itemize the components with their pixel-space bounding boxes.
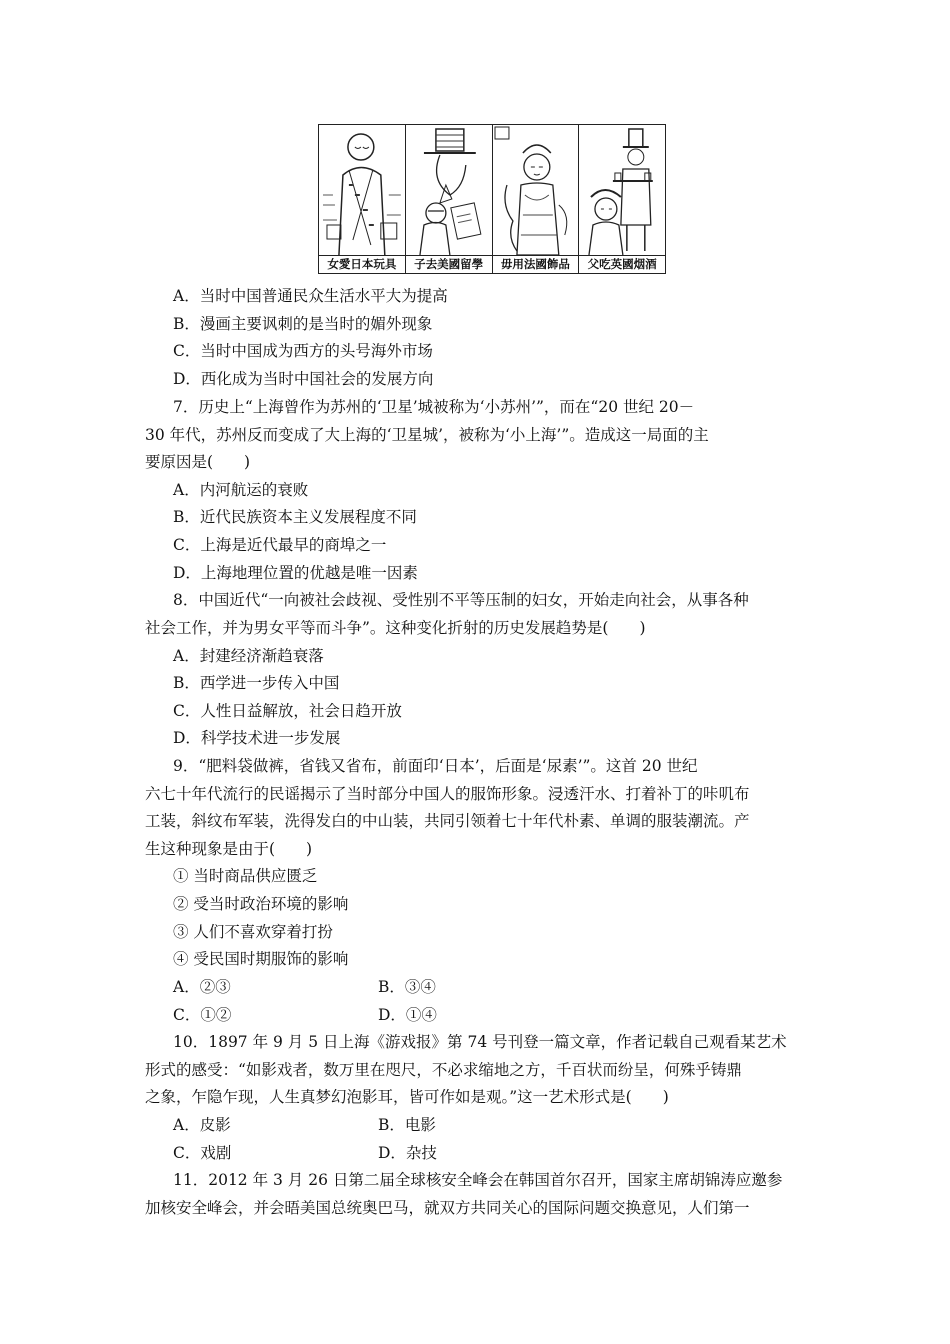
cartoon-caption-2: 子去美國留學 xyxy=(406,255,492,273)
q11-stem-line-1: 11．2012 年 3 月 26 日第二届全球核安全峰会在韩国首尔召开，国家主席胡锦涛应邀参 xyxy=(173,1171,783,1189)
q6-option-b: B．漫画主要讽刺的是当时的媚外现象 xyxy=(173,315,433,333)
cartoon-strip xyxy=(318,124,666,274)
q7-stem-line-2: 30 年代，苏州反而变成了大上海的‘卫星城’，被称为‘小上海’”。造成这一局面的主 xyxy=(145,426,709,444)
cartoon-panel-1 xyxy=(319,125,406,273)
cartoon-figure-monk-illustration xyxy=(319,125,405,255)
q9-stem-line-2: 六七十年代流行的民谣揭示了当时部分中国人的服饰形象。浸透汗水、打着补丁的咔叽布 xyxy=(145,785,750,803)
cartoon-caption-3: 毋用法國飾品 xyxy=(493,255,579,273)
cartoon-figure-lady-illustration xyxy=(493,125,579,255)
cartoon-figure-uncle-sam-illustration xyxy=(406,125,492,255)
q7-stem-line-3: 要原因是( ) xyxy=(145,453,251,471)
q9-option-c: C．①② xyxy=(173,1006,232,1024)
q9-option-a: A．②③ xyxy=(173,978,231,996)
q9-option-d: D．①④ xyxy=(378,1006,437,1024)
q6-option-d: D．西化成为当时中国社会的发展方向 xyxy=(173,370,434,388)
q9-item-1: ① 当时商品供应匮乏 xyxy=(173,867,318,885)
q8-stem-line-1: 8．中国近代“一向被社会歧视、受性别不平等压制的妇女，开始走向社会，从事各种 xyxy=(173,591,749,609)
q10-stem-line-3: 之象，乍隐乍现，人生真梦幻泡影耳，皆可作如是观。”这一艺术形式是( ) xyxy=(145,1088,669,1106)
q6-option-a: A．当时中国普通民众生活水平大为提高 xyxy=(173,287,448,305)
cartoon-caption-4: 父吃英國烟酒 xyxy=(579,255,665,273)
q10-stem-line-1: 10．1897 年 9 月 5 日上海《游戏报》第 74 号刊登一篇文章，作者记载自己观看某艺术 xyxy=(173,1033,787,1051)
cartoon-panel-4 xyxy=(579,125,665,273)
q7-option-c: C．上海是近代最早的商埠之一 xyxy=(173,536,387,554)
q8-option-d: D．科学技术进一步发展 xyxy=(173,729,341,747)
q10-option-a: A．皮影 xyxy=(173,1116,231,1134)
q10-stem-line-2: 形式的感受：“如影戏者，数万里在咫尺，不必求缩地之方，千百状而纷呈，何殊乎铸鼎 xyxy=(145,1061,742,1079)
q9-item-4: ④ 受民国时期服饰的影响 xyxy=(173,950,349,968)
q9-item-2: ② 受当时政治环境的影响 xyxy=(173,895,349,913)
q7-option-b: B．近代民族资本主义发展程度不同 xyxy=(173,508,417,526)
q7-stem-line-1: 7．历史上“上海曾作为苏州的‘卫星’城被称为‘小苏州’”，而在“20 世纪 20－ xyxy=(173,398,695,416)
q8-stem-line-2: 社会工作，并为男女平等而斗争”。这种变化折射的历史发展趋势是( ) xyxy=(145,619,646,637)
q10-option-c: C．戏剧 xyxy=(173,1144,232,1162)
cartoon-figure-butler-illustration xyxy=(579,125,665,255)
q10-option-b: B．电影 xyxy=(378,1116,436,1134)
q11-stem-line-2: 加核安全峰会，并会晤美国总统奥巴马，就双方共同关心的国际问题交换意见，人们第一 xyxy=(145,1199,750,1217)
q8-option-b: B．西学进一步传入中国 xyxy=(173,674,340,692)
q6-option-c: C．当时中国成为西方的头号海外市场 xyxy=(173,342,433,360)
q8-option-c: C．人性日益解放，社会日趋开放 xyxy=(173,702,402,720)
q9-stem-line-1: 9．“肥料袋做裤，省钱又省布，前面印‘日本’，后面是‘尿素’”。这首 20 世纪 xyxy=(173,757,698,775)
cartoon-panel-3 xyxy=(493,125,580,273)
q9-stem-line-4: 生这种现象是由于( ) xyxy=(145,840,313,858)
q7-option-d: D．上海地理位置的优越是唯一因素 xyxy=(173,564,418,582)
cartoon-caption-1: 女愛日本玩具 xyxy=(319,255,405,273)
q8-option-a: A．封建经济渐趋衰落 xyxy=(173,647,324,665)
q9-option-b: B．③④ xyxy=(378,978,436,996)
q10-option-d: D．杂技 xyxy=(378,1144,437,1162)
cartoon-panel-2 xyxy=(406,125,493,273)
q7-option-a: A．内河航运的衰败 xyxy=(173,481,309,499)
q9-stem-line-3: 工装，斜纹布军装，洗得发白的中山装，共同引领着七十年代朴素、单调的服装潮流。产 xyxy=(145,812,750,830)
q9-item-3: ③ 人们不喜欢穿着打扮 xyxy=(173,923,333,941)
